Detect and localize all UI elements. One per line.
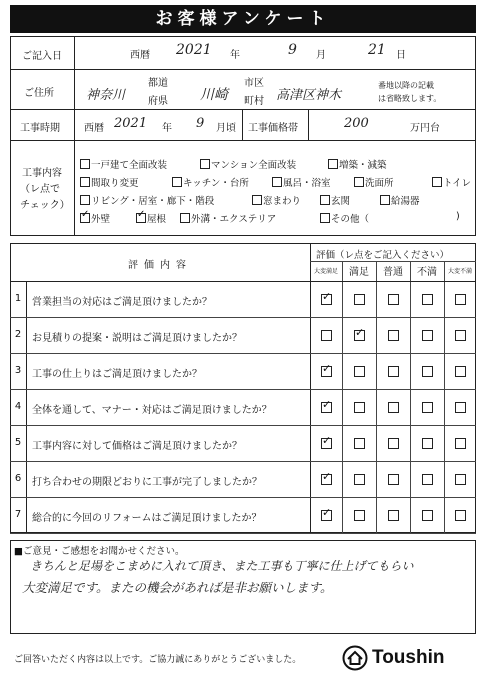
work-option-label: トイレ [443, 178, 472, 189]
work-option-checkbox[interactable] [272, 177, 282, 187]
rating-checkbox[interactable] [321, 366, 332, 377]
rating-checkbox[interactable] [354, 330, 365, 341]
work-option-checkbox[interactable] [172, 177, 182, 187]
other-close-paren: ) [456, 211, 460, 222]
work-option-checkbox[interactable] [320, 195, 330, 205]
rating-checkbox[interactable] [422, 402, 433, 413]
rating-checkbox[interactable] [354, 366, 365, 377]
work-option-label: 外壁 [91, 214, 111, 225]
work-option [272, 175, 331, 189]
price-handwritten: 200 [344, 116, 369, 131]
period-month-unit: 月頃 [216, 123, 236, 134]
period-label: 工事時期 [20, 123, 60, 134]
rating-checkbox[interactable] [455, 474, 466, 485]
rating-checkbox[interactable] [422, 366, 433, 377]
rating-column-header: 不満 [417, 267, 437, 278]
content-label-2: （レ点で [20, 184, 60, 195]
date-day-unit: 日 [396, 50, 406, 61]
question-text: 工事の仕上りはご満足頂けましたか？ [32, 369, 202, 380]
date-month-handwritten: 9 [288, 42, 297, 58]
rating-checkbox[interactable] [388, 294, 399, 305]
rating-checkbox[interactable] [388, 402, 399, 413]
address-note-2: は省略致します。 [378, 94, 442, 103]
question-text: 工事内容に対して価格はご満足頂けましたか？ [32, 441, 242, 452]
date-day-handwritten: 21 [368, 42, 386, 58]
rating-checkbox[interactable] [455, 402, 466, 413]
address-city-handwritten: 川崎 [200, 87, 228, 103]
opinion-label: ■ご意見・ご感想をお聞かせください。 [14, 546, 185, 557]
rating-checkbox[interactable] [422, 330, 433, 341]
price-unit: 万円台 [410, 123, 440, 134]
work-option-label: キッチン・台所 [183, 178, 249, 189]
date-era: 西暦 [130, 50, 150, 61]
work-option [320, 193, 350, 207]
question-text: 営業担当の対応はご満足頂けましたか？ [32, 297, 212, 308]
work-option-checkbox[interactable] [136, 213, 146, 223]
work-option [180, 211, 276, 225]
period-month-handwritten: 9 [196, 116, 205, 131]
work-option-checkbox[interactable] [80, 159, 90, 169]
work-option-label: 間取り変更 [91, 178, 139, 189]
address-shi-ku: 市区 [244, 78, 264, 89]
rating-checkbox[interactable] [354, 510, 365, 521]
address-pref-handwritten: 神奈川 [86, 88, 126, 103]
work-option [80, 211, 110, 225]
rating-checkbox[interactable] [321, 438, 332, 449]
address-note-1: 番地以降の記載 [378, 81, 434, 90]
work-option-label: 一戸建て全面改装 [91, 160, 168, 171]
question-text: 総合的に今回のリフォームはご満足頂けましたか？ [32, 513, 262, 524]
rating-checkbox[interactable] [354, 438, 365, 449]
rating-checkbox[interactable] [422, 438, 433, 449]
rating-column-header: 満足 [349, 267, 369, 278]
rating-checkbox[interactable] [422, 474, 433, 485]
work-option-checkbox[interactable] [180, 213, 190, 223]
rating-column-header: 大変不満 [447, 268, 472, 275]
rating-checkbox[interactable] [388, 366, 399, 377]
question-number: 3 [14, 365, 22, 376]
work-option-label: リビング・居室・廊下・階段 [91, 196, 215, 207]
work-option-checkbox[interactable] [252, 195, 262, 205]
date-label: ご記入日 [22, 51, 62, 62]
rating-checkbox[interactable] [455, 438, 466, 449]
rating-checkbox[interactable] [422, 294, 433, 305]
date-month-unit: 月 [316, 50, 326, 61]
address-to-do: 都道 [148, 78, 168, 89]
question-number: 4 [14, 401, 22, 412]
rating-checkbox[interactable] [321, 402, 332, 413]
period-era: 西暦 [84, 123, 104, 134]
work-option-checkbox[interactable] [80, 177, 90, 187]
work-option-checkbox[interactable] [200, 159, 210, 169]
rating-column-header: 大変満足 [313, 268, 338, 275]
eval-header-rating: 評価（レ点をご記入ください） [316, 250, 450, 261]
rating-checkbox[interactable] [354, 402, 365, 413]
work-option-checkbox[interactable] [320, 213, 330, 223]
address-label: ご住所 [24, 88, 54, 99]
opinion-line-1: きちんと足場をこまめに入れて頂き、また工事も丁寧に仕上げてもらい [30, 559, 414, 573]
work-option [200, 157, 296, 171]
question-number: 2 [14, 329, 22, 340]
brand-name: Toushin [372, 647, 445, 668]
question-number: 7 [14, 509, 22, 520]
work-option [320, 211, 369, 225]
work-option-label: その他（ [331, 214, 370, 225]
work-option-label: 風呂・浴室 [283, 178, 331, 189]
rating-checkbox[interactable] [455, 510, 466, 521]
work-option-label: 給湯器 [391, 196, 420, 207]
work-option-label: 増築・減築 [339, 160, 387, 171]
work-option [136, 211, 166, 225]
survey-title: お客様アンケート [10, 5, 476, 33]
question-number: 6 [14, 473, 22, 484]
content-label-3: チェック） [20, 200, 70, 211]
date-year-unit: 年 [230, 50, 240, 61]
rating-checkbox[interactable] [455, 366, 466, 377]
rating-checkbox[interactable] [321, 330, 332, 341]
period-year-unit: 年 [162, 123, 172, 134]
question-number: 5 [14, 437, 22, 448]
rating-checkbox[interactable] [321, 510, 332, 521]
work-option-checkbox[interactable] [354, 177, 364, 187]
work-option [80, 175, 139, 189]
brand-logo [342, 645, 482, 673]
rating-checkbox[interactable] [388, 510, 399, 521]
work-option-checkbox[interactable] [380, 195, 390, 205]
work-option [328, 157, 387, 171]
work-option-label: 窓まわり [263, 196, 302, 207]
work-option [80, 193, 214, 207]
content-label-1: 工事内容 [22, 168, 62, 179]
rating-checkbox[interactable] [354, 294, 365, 305]
rating-checkbox[interactable] [455, 330, 466, 341]
rating-checkbox[interactable] [354, 474, 365, 485]
work-option-label: 玄関 [331, 196, 351, 207]
question-text: 打ち合わせの期限どおりに工事が完了しましたか？ [32, 477, 262, 488]
rating-checkbox[interactable] [321, 474, 332, 485]
rating-checkbox[interactable] [388, 330, 399, 341]
rating-checkbox[interactable] [388, 438, 399, 449]
footer-text: ご回答いただく内容は以上です。ご協力誠にありがとうございました。 [14, 655, 302, 665]
eval-header-content: 評価内容 [128, 260, 192, 271]
house-logo-icon [342, 645, 368, 671]
address-cho-son: 町村 [244, 96, 264, 107]
opinion-line-2: 大変満足です。またの機会があれば是非お願いします。 [22, 580, 333, 595]
eval-table [10, 243, 476, 533]
work-option-label: マンション全面改装 [211, 160, 297, 171]
work-option [354, 175, 394, 189]
work-option-checkbox[interactable] [432, 177, 442, 187]
work-option-checkbox[interactable] [80, 213, 90, 223]
price-label: 工事価格帯 [248, 123, 298, 134]
work-option [252, 193, 301, 207]
rating-column-header: 普通 [383, 267, 403, 278]
date-year-handwritten: 2021 [176, 42, 212, 58]
rating-checkbox[interactable] [388, 474, 399, 485]
work-option [432, 175, 471, 189]
period-year-handwritten: 2021 [114, 116, 148, 131]
work-option-label: 外溝・エクステリア [191, 214, 277, 225]
work-option [380, 193, 420, 207]
work-option-checkbox[interactable] [328, 159, 338, 169]
work-option-label: 屋根 [147, 214, 167, 225]
work-option-checkbox[interactable] [80, 195, 90, 205]
question-number: 1 [14, 293, 22, 304]
question-text: お見積りの提案・説明はご満足頂けましたか？ [32, 333, 242, 344]
address-fu-ken: 府県 [148, 96, 168, 107]
work-option-label: 洗面所 [365, 178, 394, 189]
rating-checkbox[interactable] [455, 294, 466, 305]
work-option [80, 157, 167, 171]
question-text: 全体を通して、マナー・対応はご満足頂けましたか？ [32, 405, 272, 416]
rating-checkbox[interactable] [422, 510, 433, 521]
rating-checkbox[interactable] [321, 294, 332, 305]
work-option [172, 175, 249, 189]
address-town-handwritten: 高津区神木 [276, 88, 342, 103]
